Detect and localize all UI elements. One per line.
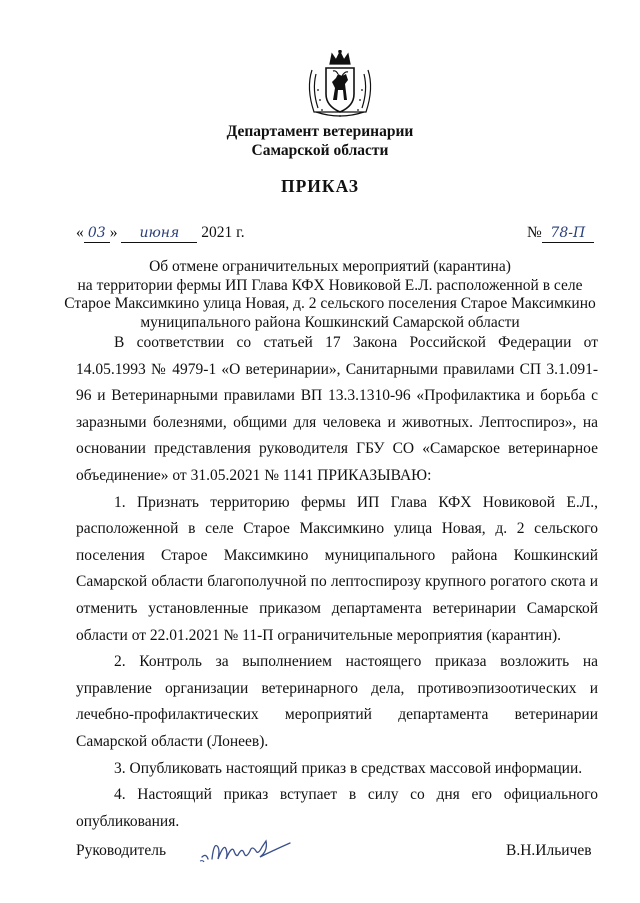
document-type-title: ПРИКАЗ (280, 176, 360, 196)
department-line-2: Самарской области (251, 142, 389, 159)
number-prefix: № (527, 224, 542, 241)
order-item-1: 1. Признать территорию фермы ИП Глава КФХ Новиковой Е.Л., расположенной в селе Старое Максимкино улица Новая, д. 2 сельского поселения Старое Максимкино муниципального района Кошкинский Самарской области благополучной по лептоспирозу крупного рогатого скота и отменить установленные приказом департамента ветеринарии Самарской области от 22.01.2021 № 11-П ограничительные мероприятия (карантин). (76, 493, 598, 644)
document-date (76, 224, 245, 243)
order-item-4: 4. Настоящий приказ вступает в силу со дня его официального опубликования. (76, 786, 598, 830)
order-item-2: 2. Контроль за выполнением настоящего приказа возложить на управление организации ветеринарного дела, противоэпизоотических и лечебно-профилактических мероприятий департамента ветеринарии Самарской области (Лонеев). (76, 653, 598, 750)
subject-line: Об отмене ограничительных мероприятий (карантина) (149, 258, 511, 275)
subject-line: Старое Максимкино улица Новая, д. 2 сельского поселения Старое Максимкино (64, 295, 596, 312)
number-value: 78-П (542, 225, 594, 243)
coat-of-arms-icon (302, 50, 378, 120)
signature-icon (198, 833, 294, 865)
department-name (0, 122, 640, 160)
document-subject (60, 258, 600, 332)
subject-line: на территории фермы ИП Глава КФХ Новиковой Е.Л. расположенной в селе (77, 276, 583, 294)
date-month: июня (121, 225, 197, 243)
date-day: 03 (84, 225, 110, 243)
document-body (76, 330, 598, 835)
subject-line: муниципального района Кошкинский Самарской области (140, 313, 520, 331)
date-year: 2021 г. (201, 224, 245, 241)
signatory-name: В.Н.Ильичев (506, 842, 592, 859)
preamble-paragraph: В соответствии со статьей 17 Закона Российской Федерации от 14.05.1993 № 4979-1 «О ветеринарии», Санитарными правилами СП 3.1.091-96 и Ветеринарными правилами ВП 13.3.1310-96 «Профилактика и борьба с заразными болезнями, общими для человека и животных. Лептоспироз», на основании представления руководителя ГБУ СО «Самарское ветеринарное объединение» от 31.05.2021 № 1141 ПРИКАЗЫВАЮ: (76, 334, 598, 484)
document-number (527, 224, 594, 243)
department-line-1: Департамент ветеринарии (226, 123, 414, 140)
date-quote-close: » (109, 224, 118, 241)
signatory-position: Руководитель (76, 842, 167, 859)
date-quote-open: « (76, 224, 84, 241)
order-item-3: 3. Опубликовать настоящий приказ в средствах массовой информации. (114, 759, 583, 777)
